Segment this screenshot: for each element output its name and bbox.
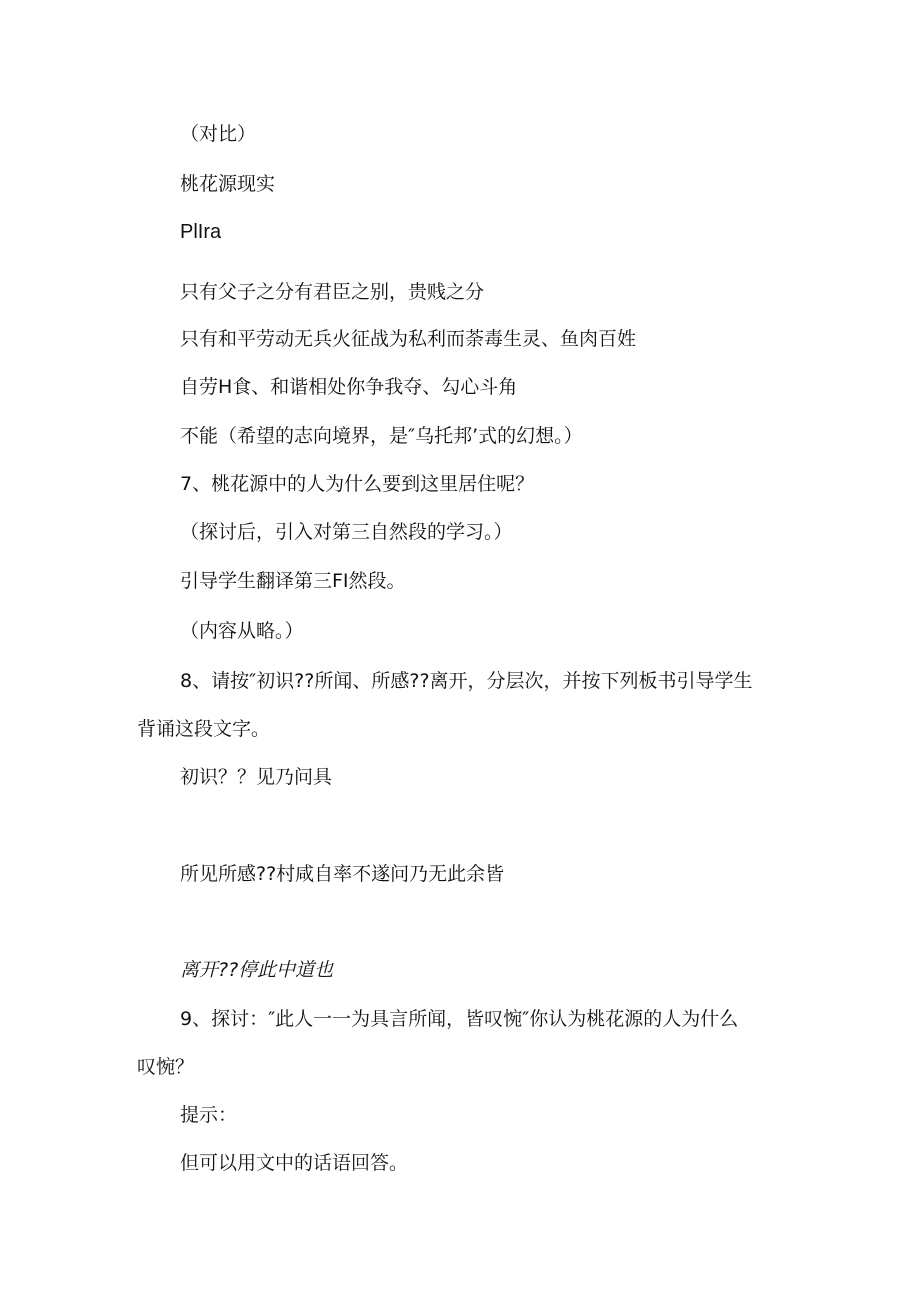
text-line-comparison-3: 自劳H食、和谐相处你争我夺、勾心斗角 [180,376,518,398]
text-line-garbled: PlIra [180,221,222,243]
question-8: 8、请按″初识??所闻、所感??离开，分层次，并按下列板书引导学生 [180,670,753,692]
text-line-discussion-note: （探讨后，引入对第三自然段的学习。） [180,521,513,543]
board-line-leave: 离开??停此中道也 [180,959,334,981]
text-line-hint-content: 但可以用文中的话语回答。 [180,1152,409,1174]
question-7: 7、桃花源中的人为什么要到这里居住呢？ [180,473,535,495]
text-line-comparison-2: 只有和平劳动无兵火征战为私利而荼毒生灵、鱼肉百姓 [180,328,637,350]
text-line-header: 桃花源现实 [180,173,276,195]
question-9-continued: 叹惋？ [137,1056,195,1078]
text-line-comparison-4: 不能（希望的志向境界，是″乌托邦’式的幻想。） [180,425,583,447]
board-line-first-sight: 初识？？见乃问具 [180,766,333,788]
text-line-comparison-1: 只有父子之分有君臣之别，贵贱之分 [180,281,485,303]
question-8-continued: 背诵这段文字。 [137,718,271,740]
text-line-guide-translate: 引导学生翻译第三FI然段。 [180,570,406,592]
text-line-content-omitted: （内容从略。） [180,620,304,642]
text-line-hint-label: 提示： [180,1104,238,1126]
board-line-seen-felt: 所见所感??村咸自率不遂问乃无此余皆 [180,863,505,885]
text-line-contrast: （对比） [180,123,257,145]
question-9: 9、探讨：″此人一一为具言所闻，皆叹惋″你认为桃花源的人为什么 [180,1008,739,1030]
